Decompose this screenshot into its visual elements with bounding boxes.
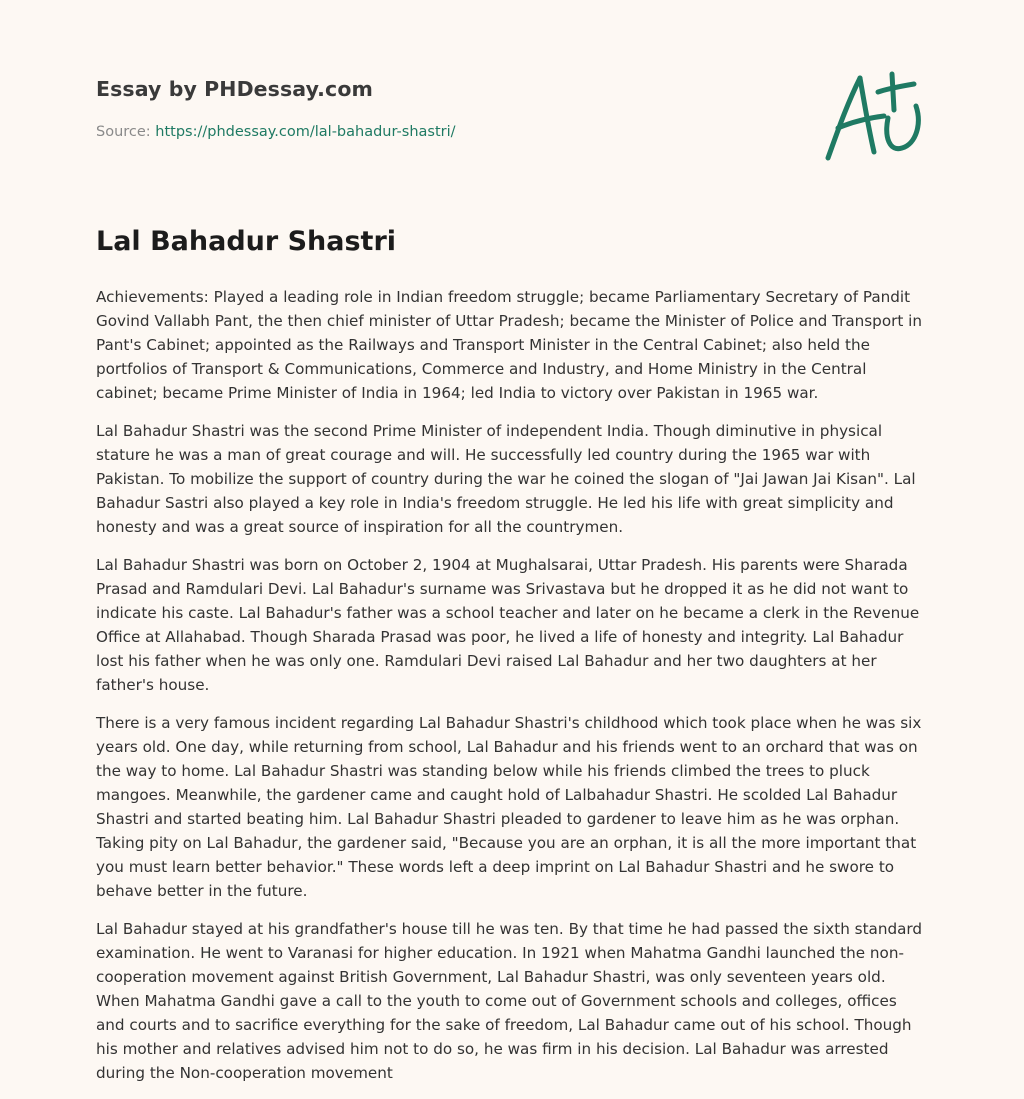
essay-paragraph: Lal Bahadur Shastri was born on October 2, 1904 at Mughalsarai, Uttar Pradesh. His parents were Sharada Prasad and Ramdulari Devi. Lal Bahadur's surname was Srivastava but he dropped it as he did not want to indicate his caste. Lal Bahadur's father was a school teacher and later on he became a clerk in the Revenue Office at Allahabad. Though Sharada Prasad was poor, he lived a life of honesty and integrity. Lal Bahadur lost his father when he was only one. Ramdulari Devi raised Lal Bahadur and her two daughters at her father's house. xyxy=(96,556,920,694)
essay-paragraph: Lal Bahadur Shastri was the second Prime Minister of independent India. Though diminutive in physical stature he was a man of great courage and will. He successfully led country during the 1965 war with Pakistan. To mobilize the support of country during the war he coined the slogan of "Jai Jawan Jai Kisan". Lal Bahadur Sastri also played a key role in India's freedom struggle. He led his life with great simplicity and honesty and was a great source of inspiration for all the countrymen. xyxy=(96,422,916,536)
essay-title: Lal Bahadur Shastri xyxy=(96,226,397,257)
essay-paragraph: Achievements: Played a leading role in Indian freedom struggle; became Parliamentary Secretary of Pandit Govind Vallabh Pant, the then chief minister of Uttar Pradesh; became the Minister of Police and Transport in Pant's Cabinet; appointed as the Railways and Transport Minister in the Central Cabinet; also held the portfolios of Transport & Communications, Commerce and Industry, and Home Ministry in the Central cabinet; became Prime Minister of India in 1964; led India to victory over Pakistan in 1965 war. xyxy=(96,288,922,402)
essay-body xyxy=(96,285,928,1099)
a-plus-logo-icon xyxy=(818,66,930,166)
essay-paragraph: Lal Bahadur stayed at his grandfather's house till he was ten. By that time he had passed the sixth standard examination. He went to Varanasi for higher education. In 1921 when Mahatma Gandhi launched the non-cooperation movement against British Government, Lal Bahadur Shastri, was only seventeen years old. When Mahatma Gandhi gave a call to the youth to come out of Government schools and colleges, offices and courts and to sacrifice everything for the sake of freedom, Lal Bahadur came out of his school. Though his mother and relatives advised him not to do so, he was firm in his decision. Lal Bahadur was arrested during the Non-cooperation movement xyxy=(96,920,923,1082)
site-brand: Essay by PHDessay.com xyxy=(96,77,373,101)
source-label: Source: xyxy=(96,124,156,140)
essay-paragraph: There is a very famous incident regarding Lal Bahadur Shastri's childhood which took place when he was six years old. One day, while returning from school, Lal Bahadur and his friends went to an orchard that was on the way to home. Lal Bahadur Shastri was standing below while his friends climbed the trees to pluck mangoes. Meanwhile, the gardener came and caught hold of Lalbahadur Shastri. He scolded Lal Bahadur Shastri and started beating him. Lal Bahadur Shastri pleaded to gardener to leave him as he was orphan. Taking pity on Lal Bahadur, the gardener said, "Because you are an orphan, it is all the more important that you must learn better behavior." These words left a deep imprint on Lal Bahadur Shastri and he swore to behave better in the future. xyxy=(96,714,922,900)
source-line xyxy=(96,124,456,140)
source-link[interactable]: https://phdessay.com/lal-bahadur-shastri/ xyxy=(155,124,456,140)
